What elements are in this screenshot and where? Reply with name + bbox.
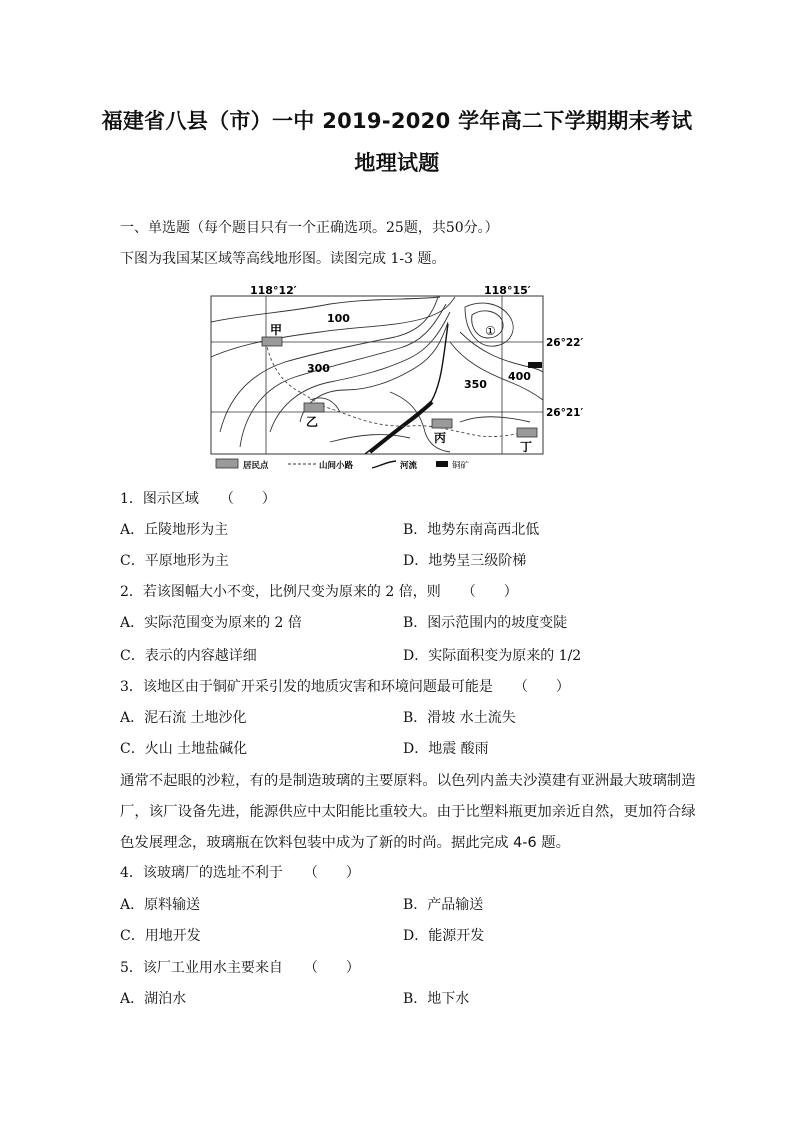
copper-mine bbox=[528, 362, 542, 368]
contour-100-label: 100 bbox=[327, 312, 350, 325]
q4-option-d: D．能源开发 bbox=[403, 928, 485, 944]
place-bing-label: 丙 bbox=[434, 431, 447, 445]
legend-river-swatch bbox=[372, 461, 396, 468]
q1-option-c: C．平原地形为主 bbox=[120, 553, 229, 569]
q3-option-d: D．地震 酸雨 bbox=[403, 741, 489, 757]
passage-line-3: 色发展理念，玻璃瓶在饮料包装中成为了新的时尚。据此完成 4-6 题。 bbox=[120, 835, 570, 851]
legend-settlement-swatch bbox=[216, 459, 238, 468]
place-jia-label: 甲 bbox=[270, 323, 283, 337]
passage-line-2: 厂，该厂设备先进，能源供应中太阳能比重较大。由于比塑料瓶更加亲近自然，更加符合绿 bbox=[120, 804, 696, 820]
q3-option-b: B．滑坡 水土流失 bbox=[403, 710, 516, 726]
contour-300-label: 300 bbox=[307, 362, 330, 375]
settlement-jia bbox=[262, 337, 282, 346]
contour-350-label: 350 bbox=[464, 378, 487, 391]
q1-option-b: B．地势东南高西北低 bbox=[403, 522, 540, 538]
q4-option-c: C．用地开发 bbox=[120, 928, 201, 944]
q4-option-b: B．产品输送 bbox=[403, 897, 484, 913]
contour-400-label: 400 bbox=[508, 370, 531, 383]
exam-subtitle: 地理试题 bbox=[354, 151, 440, 175]
lon-right-label: 118°15′ bbox=[484, 284, 531, 297]
place-ding-label: 丁 bbox=[520, 440, 533, 454]
legend-settlement-label: 居民点 bbox=[243, 461, 269, 471]
q2-option-d: D．实际面积变为原来的 1/2 bbox=[403, 648, 582, 664]
q5-option-a: A．湖泊水 bbox=[120, 991, 187, 1007]
intro-q1-3: 下图为我国某区域等高线地形图。读图完成 1-3 题。 bbox=[120, 251, 446, 267]
settlement-ding bbox=[517, 428, 537, 437]
contour-map bbox=[210, 282, 584, 477]
q1-option-a: A．丘陵地形为主 bbox=[120, 522, 229, 538]
legend-river-label: 河流 bbox=[400, 461, 418, 471]
section-header: 一、单选题（每个题目只有一个正确选项。25题，共50分。） bbox=[120, 220, 499, 236]
q3-stem: 3．该地区由于铜矿开采引发的地质灾害和环境问题最可能是 （ ） bbox=[120, 679, 570, 695]
q2-option-c: C．表示的内容越详细 bbox=[120, 648, 257, 664]
q3-option-a: A．泥石流 土地沙化 bbox=[120, 710, 247, 726]
q5-option-b: B．地下水 bbox=[403, 991, 470, 1007]
q4-option-a: A．原料输送 bbox=[120, 897, 201, 913]
settlement-bing bbox=[432, 419, 452, 428]
q2-option-a: A．实际范围变为原来的 2 倍 bbox=[120, 615, 302, 631]
q2-option-b: B．图示范围内的坡度变陡 bbox=[403, 615, 568, 631]
point-1-label: ① bbox=[485, 324, 496, 338]
q1-stem: 1．图示区域 （ ） bbox=[120, 491, 276, 507]
legend-path-label: 山间小路 bbox=[319, 461, 354, 471]
q1-option-d: D．地势呈三级阶梯 bbox=[403, 553, 527, 569]
place-yi-label: 乙 bbox=[306, 415, 319, 429]
exam-title: 福建省八县（市）一中 2019-2020 学年高二下学期期末考试 bbox=[101, 109, 693, 133]
q2-stem: 2．若该图幅大小不变，比例尺变为原来的 2 倍，则 （ ） bbox=[120, 584, 518, 600]
legend-copper-label: 铜矿 bbox=[452, 461, 470, 471]
lon-left-label: 118°12′ bbox=[250, 284, 297, 297]
lat-bottom-label: 26°21′ bbox=[546, 407, 584, 419]
lat-top-label: 26°22′ bbox=[546, 337, 584, 349]
q5-stem: 5．该厂工业用水主要来自 （ ） bbox=[120, 960, 360, 976]
q3-option-c: C．火山 土地盐碱化 bbox=[120, 741, 248, 757]
legend-copper-swatch bbox=[436, 461, 448, 467]
q4-stem: 4．该玻璃厂的选址不利于 （ ） bbox=[120, 865, 360, 881]
passage-line-1: 通常不起眼的沙粒，有的是制造玻璃的主要原料。以色列内盖夫沙漠建有亚洲最大玻璃制造 bbox=[120, 773, 696, 789]
settlement-yi bbox=[304, 403, 324, 412]
